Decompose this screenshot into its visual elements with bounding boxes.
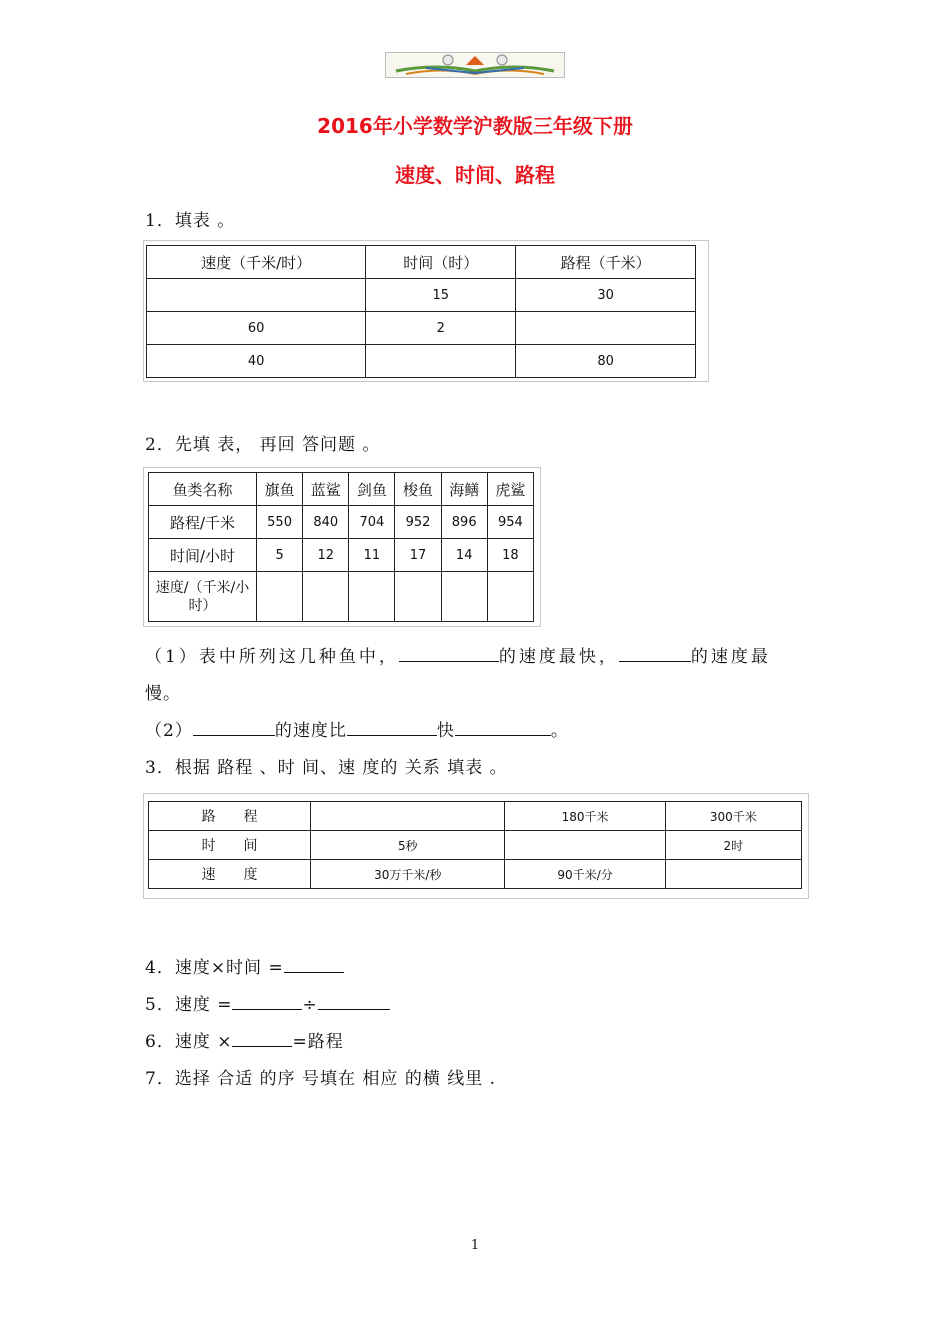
table-header-cell: 旗鱼 [257, 473, 303, 506]
question-3-label: 3．根据 路程 、时 间、速 度的 关系 填表 。 [145, 758, 508, 778]
table-cell [311, 802, 505, 831]
question-text: 6．速度 × [145, 1032, 233, 1052]
table-cell: 5秒 [311, 831, 505, 860]
document-title: 2016年小学数学沪教版三年级下册 [317, 114, 633, 138]
table-cell [516, 312, 696, 345]
question-5 [145, 990, 390, 1015]
question-text: 5．速度 = [145, 995, 233, 1015]
table-cell [147, 279, 366, 312]
table-cell: 2时 [665, 831, 801, 860]
table-cell: 15 [366, 279, 516, 312]
table-cell: 14 [441, 539, 487, 572]
question-text: （2） [145, 721, 193, 741]
document-subtitle: 速度、时间、路程 [395, 163, 555, 187]
table-cell [665, 860, 801, 889]
question-text: （1）表中所列这几种鱼中， [145, 647, 399, 667]
question-2-table [148, 472, 534, 622]
table-cell: 60 [147, 312, 366, 345]
table-header-cell: 时间（时） [366, 246, 516, 279]
question-1-table [146, 245, 696, 378]
logo [385, 52, 565, 78]
table-row [149, 506, 534, 539]
table-cell [487, 572, 533, 622]
table-cell: 952 [395, 506, 441, 539]
table-cell: 300千米 [665, 802, 801, 831]
answer-blank[interactable] [347, 719, 437, 736]
table-row [149, 831, 802, 860]
question-text: 。 [550, 721, 569, 741]
answer-blank[interactable] [232, 1030, 292, 1047]
question-text: 的速度比 [274, 721, 347, 741]
answer-blank[interactable] [619, 645, 691, 662]
question-2-sub-2 [145, 716, 569, 741]
table-cell: 速度/（千米/小时） [149, 572, 257, 622]
answer-blank[interactable] [284, 956, 344, 973]
question-6 [145, 1027, 344, 1052]
question-2-sub-1 [145, 642, 771, 667]
table-header-cell: 梭鱼 [395, 473, 441, 506]
table-cell: 2 [366, 312, 516, 345]
table-cell: 路程/千米 [149, 506, 257, 539]
table-cell: 17 [395, 539, 441, 572]
table-row-header: 时 间 [149, 831, 311, 860]
table-cell: 180千米 [505, 802, 665, 831]
table-cell: 80 [516, 345, 696, 378]
table-header-row [149, 473, 534, 506]
table-row [149, 802, 802, 831]
table-cell [303, 572, 349, 622]
table-cell: 30 [516, 279, 696, 312]
page-number: 1 [470, 1238, 480, 1253]
table-cell [257, 572, 303, 622]
table-cell: 840 [303, 506, 349, 539]
answer-blank[interactable] [399, 645, 499, 662]
table-header-cell: 剑鱼 [349, 473, 395, 506]
table-header-cell: 路程（千米） [516, 246, 696, 279]
table-cell [366, 345, 516, 378]
table-header-cell: 虎鲨 [487, 473, 533, 506]
table-cell: 40 [147, 345, 366, 378]
table-cell: 5 [257, 539, 303, 572]
table-header-cell: 海鳝 [441, 473, 487, 506]
question-text: =路程 [292, 1032, 344, 1052]
question-4 [145, 953, 344, 978]
question-text: 快 [436, 721, 455, 741]
answer-blank[interactable] [318, 993, 390, 1010]
table-cell: 954 [487, 506, 533, 539]
table-cell: 30万千米/秒 [311, 860, 505, 889]
answer-blank[interactable] [455, 719, 551, 736]
question-2-label: 2．先填 表， 再回 答问题 。 [145, 435, 381, 455]
table-cell: 90千米/分 [505, 860, 665, 889]
table-row-header: 路 程 [149, 802, 311, 831]
question-text: 4．速度×时间 = [145, 958, 284, 978]
question-text: 的速度最 [690, 647, 771, 667]
table-cell [395, 572, 441, 622]
question-text: 的速度最快， [498, 647, 619, 667]
answer-blank[interactable] [232, 993, 302, 1010]
table-cell: 18 [487, 539, 533, 572]
question-1-label: 1．填表 。 [145, 211, 236, 231]
table-row [147, 279, 696, 312]
table-cell: 时间/小时 [149, 539, 257, 572]
table-cell: 12 [303, 539, 349, 572]
question-text: ÷ [302, 995, 318, 1015]
table-cell [441, 572, 487, 622]
table-cell [505, 831, 665, 860]
table-cell [349, 572, 395, 622]
table-cell: 550 [257, 506, 303, 539]
table-row [147, 312, 696, 345]
table-header-row [147, 246, 696, 279]
question-7: 7．选择 合适 的序 号填在 相应 的横 线里 . [145, 1069, 497, 1089]
table-row [147, 345, 696, 378]
table-header-cell: 速度（千米/时） [147, 246, 366, 279]
table-row-header: 速 度 [149, 860, 311, 889]
table-row [149, 860, 802, 889]
table-header-cell: 鱼类名称 [149, 473, 257, 506]
question-2-sub-1-continued: 慢。 [145, 684, 181, 704]
table-cell: 11 [349, 539, 395, 572]
table-cell: 704 [349, 506, 395, 539]
table-row [149, 539, 534, 572]
table-header-cell: 蓝鲨 [303, 473, 349, 506]
answer-blank[interactable] [193, 719, 275, 736]
table-row [149, 572, 534, 622]
question-3-table [148, 801, 802, 889]
table-cell: 896 [441, 506, 487, 539]
